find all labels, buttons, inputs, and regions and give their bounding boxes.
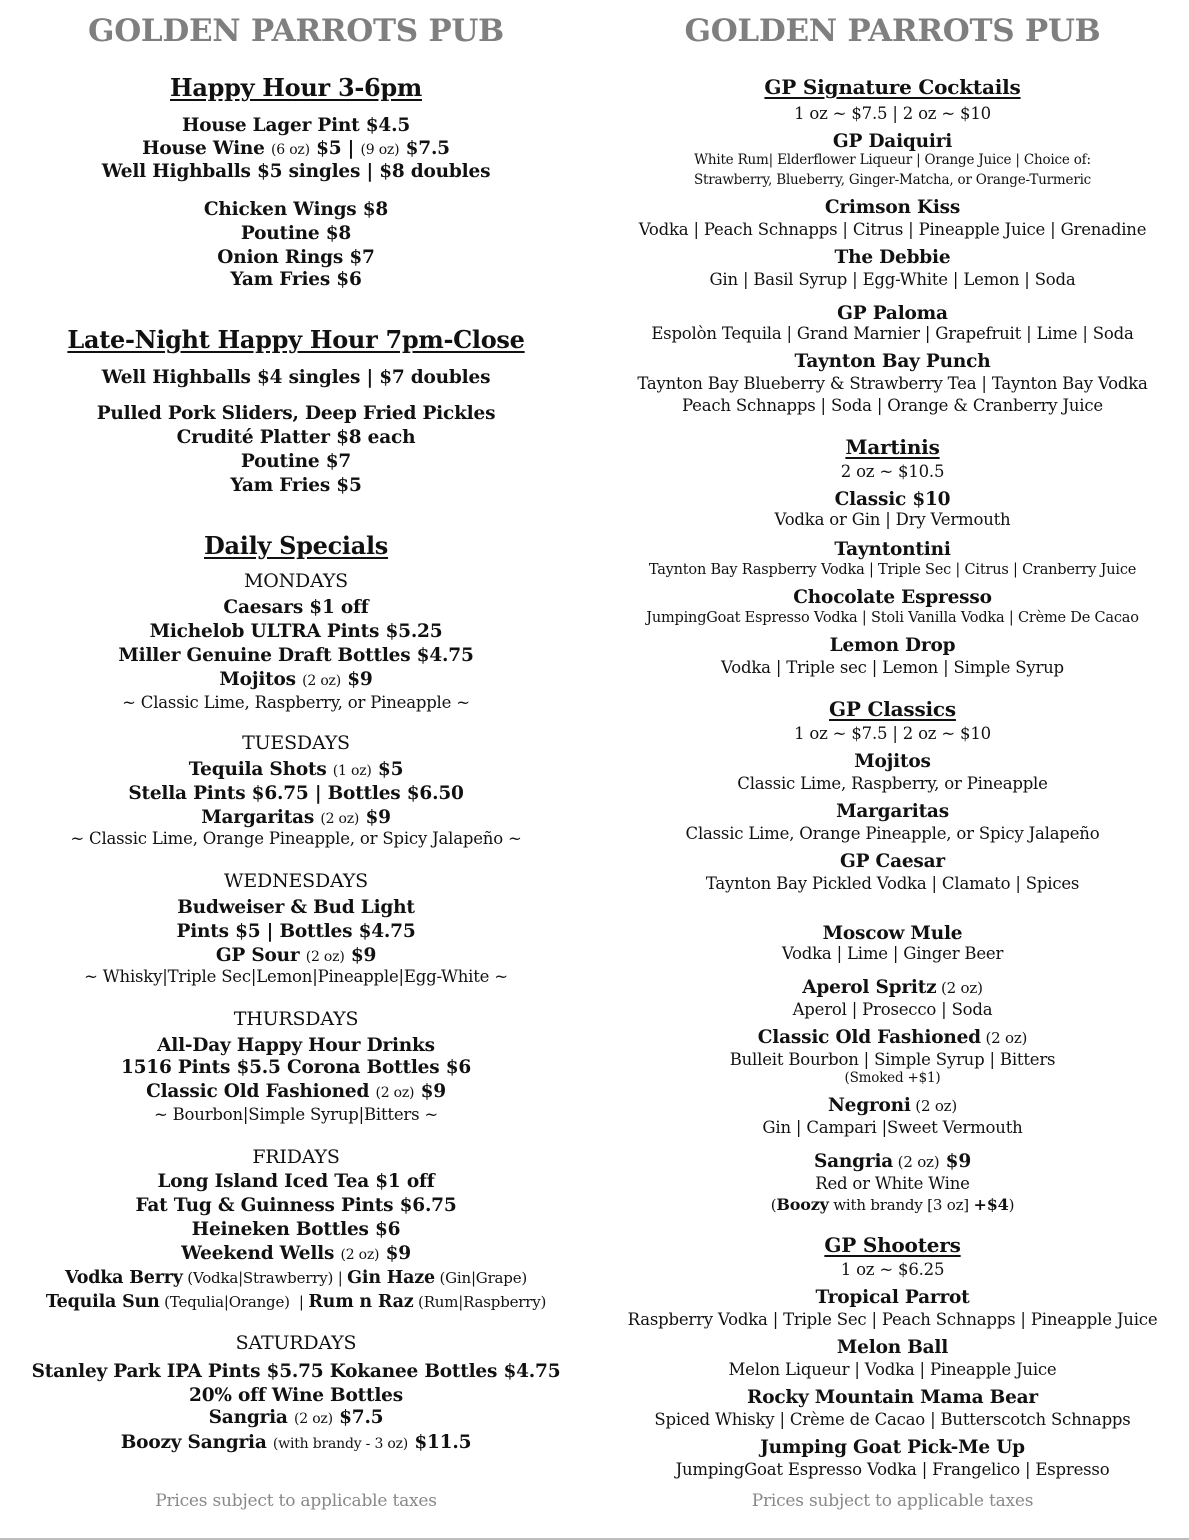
menu-line: All-Day Happy Hour Drinks: [157, 1035, 435, 1056]
cocktail-name: Aperol Spritz (2 oz): [802, 977, 983, 998]
menu-line: Onion Rings $7: [217, 247, 375, 268]
cocktail-name: Taynton Bay Punch: [794, 351, 991, 372]
cocktail-description: Classic Lime, Raspberry, or Pineapple: [737, 774, 1048, 793]
happy-hour-heading: Happy Hour 3-6pm: [170, 73, 422, 102]
cocktail-name: GP Paloma: [837, 303, 948, 324]
menu-line: Yam Fries $6: [230, 269, 362, 290]
menu-line: Tequila Sun (Tequlia|Orange) | Rum n Raz (Rum|Raspberry): [45, 1292, 547, 1312]
cocktail-name: Tropical Parrot: [815, 1287, 970, 1308]
menu-line: Budweiser & Bud Light: [177, 897, 415, 918]
cocktail-description: (Boozy with brandy [3 oz] +$4): [770, 1195, 1015, 1214]
menu-line: Chicken Wings $8: [203, 199, 389, 220]
cocktail-description: Vodka or Gin | Dry Vermouth: [774, 510, 1011, 529]
menu-note: ~ Classic Lime, Raspberry, or Pineapple ~: [122, 693, 470, 712]
cocktail-name: Rocky Mountain Mama Bear: [747, 1387, 1038, 1408]
tax-footer: Prices subject to applicable taxes: [155, 1491, 437, 1511]
menu-line: Pints $5 | Bottles $4.75: [176, 921, 416, 942]
cocktail-name: Classic $10: [834, 489, 951, 510]
menu-line: Well Highballs $4 singles | $7 doubles: [101, 367, 491, 388]
menu-note: ~ Classic Lime, Orange Pineapple, or Spicy Jalapeño ~: [70, 829, 522, 848]
cocktail-name: Mojitos: [854, 751, 931, 772]
cocktail-description: Gin | Campari |Sweet Vermouth: [762, 1118, 1023, 1137]
gp-classics-heading: GP Classics: [829, 697, 956, 721]
day-heading: MONDAYS: [244, 570, 348, 592]
menu-line: Boozy Sangria (with brandy - 3 oz) $11.5: [120, 1432, 472, 1453]
cocktail-description: (Smoked +$1): [844, 1070, 941, 1086]
cocktail-description: Strawberry, Blueberry, Ginger-Matcha, or Orange-Turmeric: [693, 172, 1092, 188]
menu-line: Vodka Berry (Vodka|Strawberry) | Gin Haze (Gin|Grape): [64, 1268, 528, 1288]
price-line: 2 oz ~ $10.5: [840, 462, 945, 481]
cocktail-name: Crimson Kiss: [824, 197, 961, 218]
cocktail-description: Taynton Bay Raspberry Vodka | Triple Sec | Citrus | Cranberry Juice: [648, 562, 1137, 578]
menu-line: Margaritas (2 oz) $9: [201, 807, 391, 828]
pub-title: GOLDEN PARROTS PUB: [684, 13, 1101, 49]
price-line: 1 oz ~ $7.5 | 2 oz ~ $10: [794, 724, 991, 743]
menu-line: Stanley Park IPA Pints $5.75 Kokanee Bottles $4.75: [31, 1361, 561, 1382]
cocktail-description: Gin | Basil Syrup | Egg-White | Lemon | Soda: [709, 270, 1076, 289]
menu-note: ~ Whisky|Triple Sec|Lemon|Pineapple|Egg-White ~: [84, 967, 508, 986]
menu-line: Miller Genuine Draft Bottles $4.75: [118, 645, 474, 666]
menu-line: House Wine (6 oz) $5 | (9 oz) $7.5: [142, 138, 450, 159]
price-line: 1 oz ~ $6.25: [840, 1260, 945, 1279]
cocktail-name: GP Caesar: [840, 851, 945, 872]
menu-line: Fat Tug & Guinness Pints $6.75: [135, 1195, 457, 1216]
menu-line: Caesars $1 off: [223, 597, 369, 618]
menu-line: Stella Pints $6.75 | Bottles $6.50: [128, 783, 464, 804]
martinis-heading: Martinis: [845, 435, 940, 459]
late-night-heading: Late-Night Happy Hour 7pm-Close: [67, 325, 525, 354]
day-heading: FRIDAYS: [252, 1146, 340, 1168]
cocktail-description: Raspberry Vodka | Triple Sec | Peach Schnapps | Pineapple Juice: [627, 1310, 1158, 1329]
cocktail-description: Aperol | Prosecco | Soda: [792, 1000, 993, 1019]
menu-line: Michelob ULTRA Pints $5.25: [149, 621, 443, 642]
cocktail-name: Classic Old Fashioned (2 oz): [757, 1027, 1028, 1048]
menu-line: House Lager Pint $4.5: [181, 115, 411, 136]
menu-line: Long Island Iced Tea $1 off: [157, 1171, 435, 1192]
cocktail-name: Margaritas: [836, 801, 949, 822]
menu-line: Classic Old Fashioned (2 oz) $9: [146, 1081, 446, 1102]
cocktail-description: JumpingGoat Espresso Vodka | Frangelico | Espresso: [675, 1460, 1110, 1479]
gp-shooters-heading: GP Shooters: [824, 1233, 961, 1257]
menu-line: Pulled Pork Sliders, Deep Fried Pickles: [96, 403, 496, 424]
menu-line: Poutine $7: [240, 451, 352, 472]
cocktail-description: Vodka | Lime | Ginger Beer: [781, 944, 1004, 963]
cocktail-name: Moscow Mule: [822, 923, 963, 944]
cocktail-description: Taynton Bay Blueberry & Strawberry Tea | Taynton Bay Vodka: [637, 374, 1148, 393]
menu-line: 1516 Pints $5.5 Corona Bottles $6: [120, 1057, 472, 1078]
menu-line: Yam Fries $5: [230, 475, 362, 496]
cocktail-description: Melon Liqueur | Vodka | Pineapple Juice: [728, 1360, 1057, 1379]
menu-line: Well Highballs $5 singles | $8 doubles: [101, 161, 491, 182]
cocktail-name: GP Daiquiri: [832, 131, 953, 152]
cocktail-description: Vodka | Triple sec | Lemon | Simple Syrup: [721, 658, 1064, 677]
cocktail-name: Tayntontini: [834, 539, 951, 560]
cocktail-description: White Rum| Elderflower Liqueur | Orange Juice | Choice of:: [694, 152, 1091, 168]
cocktail-description: JumpingGoat Espresso Vodka | Stoli Vanilla Vodka | Crème De Cacao: [646, 610, 1139, 626]
menu-line: 20% off Wine Bottles: [189, 1385, 403, 1406]
day-heading: THURSDAYS: [233, 1008, 359, 1030]
cocktail-description: Classic Lime, Orange Pineapple, or Spicy Jalapeño: [685, 824, 1100, 843]
menu-line: Mojitos (2 oz) $9: [219, 669, 373, 690]
cocktail-description: Vodka | Peach Schnapps | Citrus | Pineapple Juice | Grenadine: [638, 220, 1147, 239]
cocktail-description: Espolòn Tequila | Grand Marnier | Grapefruit | Lime | Soda: [651, 324, 1134, 343]
cocktail-name: Chocolate Espresso: [793, 587, 992, 608]
cocktail-name: Negroni (2 oz): [827, 1095, 958, 1116]
cocktail-description: Spiced Whisky | Crème de Cacao | Butterscotch Schnapps: [654, 1410, 1131, 1429]
cocktail-name: Melon Ball: [836, 1337, 949, 1358]
tax-footer: Prices subject to applicable taxes: [751, 1491, 1034, 1511]
cocktail-description: Peach Schnapps | Soda | Orange & Cranberry Juice: [682, 396, 1103, 415]
cocktail-name: Sangria (2 oz) $9: [813, 1151, 972, 1172]
cocktail-description: Bulleit Bourbon | Simple Syrup | Bitters: [729, 1050, 1056, 1069]
menu-line: GP Sour (2 oz) $9: [215, 945, 377, 966]
signature-cocktails-heading: GP Signature Cocktails: [764, 75, 1021, 99]
pub-title: GOLDEN PARROTS PUB: [88, 13, 504, 49]
menu-note: ~ Bourbon|Simple Syrup|Bitters ~: [153, 1105, 439, 1124]
menu-line: Tequila Shots (1 oz) $5: [188, 759, 404, 780]
menu-line: Crudité Platter $8 each: [176, 427, 416, 448]
cocktail-description: Taynton Bay Pickled Vodka | Clamato | Spices: [705, 874, 1080, 893]
day-heading: SATURDAYS: [235, 1332, 357, 1354]
cocktail-name: Lemon Drop: [829, 635, 956, 656]
day-heading: TUESDAYS: [242, 732, 350, 754]
menu-line: Weekend Wells (2 oz) $9: [181, 1243, 411, 1264]
cocktail-name: Jumping Goat Pick-Me Up: [760, 1437, 1025, 1458]
menu-line: Poutine $8: [240, 223, 352, 244]
price-line: 1 oz ~ $7.5 | 2 oz ~ $10: [794, 104, 991, 123]
menu-line: Sangria (2 oz) $7.5: [208, 1407, 384, 1428]
cocktail-name: The Debbie: [834, 247, 951, 268]
cocktail-description: Red or White Wine: [815, 1174, 970, 1193]
daily-specials-heading: Daily Specials: [204, 531, 388, 560]
menu-line: Heineken Bottles $6: [191, 1219, 401, 1240]
day-heading: WEDNESDAYS: [224, 870, 368, 892]
